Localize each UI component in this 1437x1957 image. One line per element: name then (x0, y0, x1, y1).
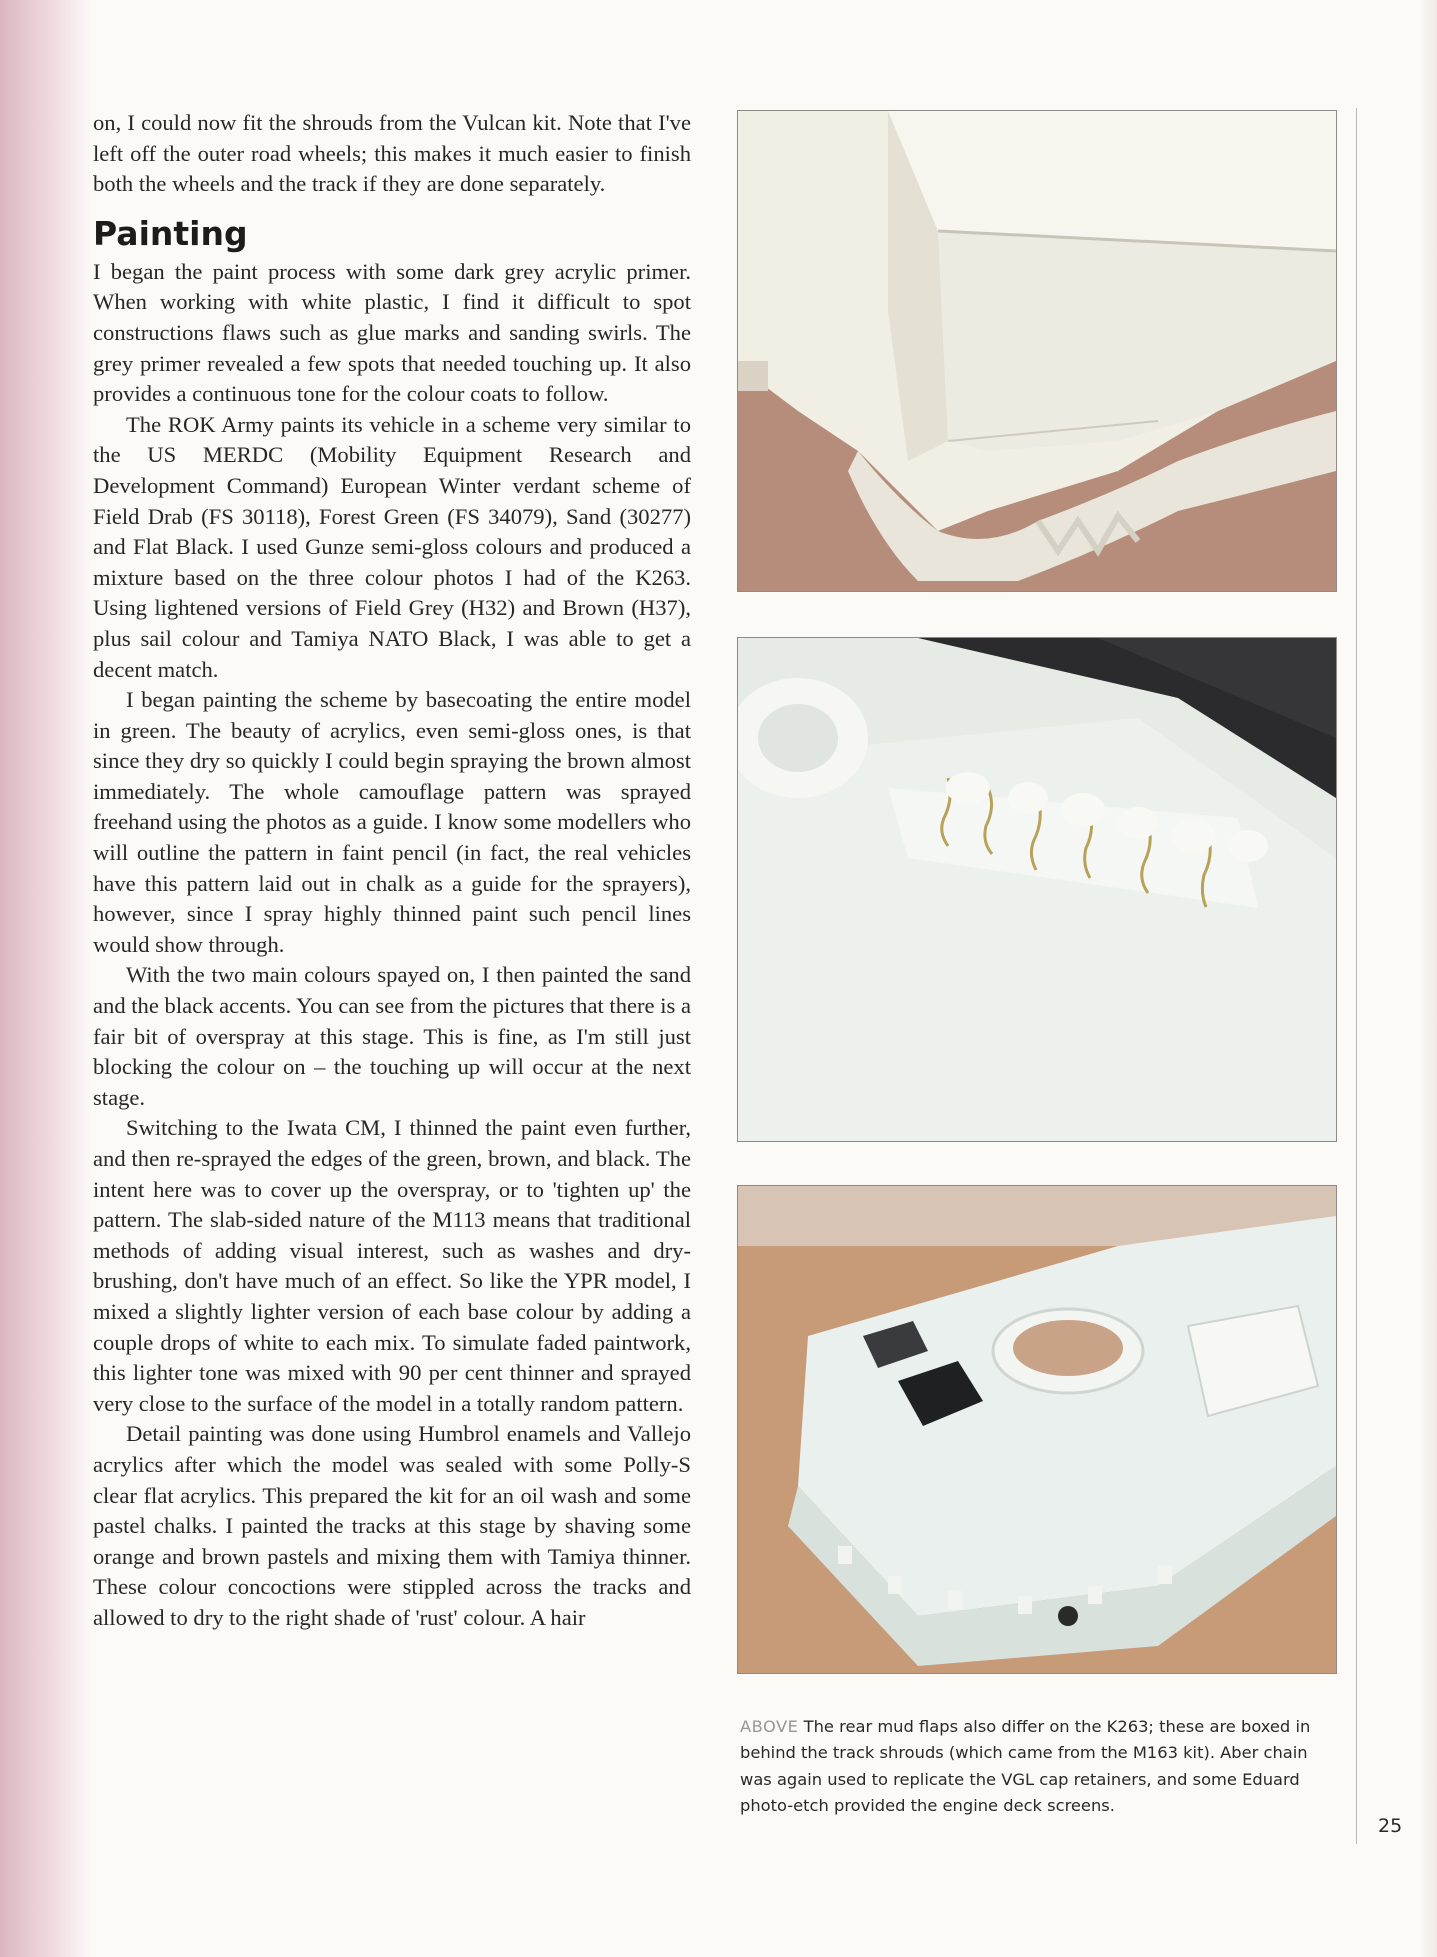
caption-text: The rear mud flaps also differ on the K263; these are boxed in behind the track shrouds (which came from the M163 kit). Aber chain was again used to replicate the VGL cap retainers, and some Eduard photo-etch provided the engine deck screens. (740, 1717, 1311, 1816)
body-paragraph: With the two main colours spayed on, I then painted the sand and the black accents. You can see from the pictures that there is a fair bit of overspray at this stage. This is fine, as I'm still just blocking the colour on – the touching up will occur at the next stage. (93, 962, 691, 1110)
page-gutter-shadow (0, 0, 92, 1957)
caption-lead: ABOVE (740, 1717, 799, 1736)
article-text-column (93, 108, 691, 1634)
section-heading: Painting (93, 213, 248, 253)
body-paragraph: I began the paint process with some dark grey acrylic primer. When working with white plastic, I find it difficult to spot constructions flaws such as glue marks and sanding swirls. The grey primer revealed a few spots that needed touching up. It also provides a continuous tone for the colour coats to follow. (93, 258, 691, 407)
intro-paragraph: on, I could now fit the shrouds from the Vulcan kit. Note that I've left off the outer road wheels; this makes it much easier to finish both the wheels and the track if they are done separately. (93, 110, 691, 197)
photo-hull-deck-screens (737, 1185, 1337, 1674)
body-paragraph: Switching to the Iwata CM, I thinned the paint even further, and then re-sprayed the edges of the green, brown, and black. The intent here was to cover up the overspray, or to 'tighten up' the pattern. The slab-sided nature of the M113 means that traditional methods of adding visual interest, such as washes and dry-brushing, don't have much of an effect. So like the YPR model, I mixed a slightly lighter version of each base colour by adding a couple drops of white to each mix. To simulate faded paintwork, this lighter tone was mixed with 90 per cent thinner and sprayed very close to the surface of the model in a totally random pattern. (93, 1115, 691, 1416)
photo-chain-detail (737, 637, 1337, 1142)
body-paragraph: I began painting the scheme by basecoating the entire model in green. The beauty of acrylics, even semi-gloss ones, is that since they dry so quickly I could begin spraying the brown almost immediately. The whole camouflage pattern was sprayed freehand using the photos as a guide. I know some modellers who will outline the pattern in faint pencil (in fact, the real vehicles have this pattern laid out in chalk as a guide for the sprayers), however, since I spray highly thinned paint such pencil lines would show through. (93, 687, 691, 957)
body-paragraph: Detail painting was done using Humbrol enamels and Vallejo acrylics after which the model was sealed with some Polly-S clear flat acrylics. This prepared the kit for an oil wash and some pastel chalks. I painted the tracks at this stage by shaving some orange and brown pastels and mixing them with Tamiya thinner. These colour concoctions were stippled across the tracks and allowed to dry to the right shade of 'rust' colour. A hair (93, 1421, 691, 1630)
column-divider (1356, 108, 1357, 1844)
page-number: 25 (1378, 1815, 1403, 1837)
photo-rear-mud-flaps (737, 110, 1337, 592)
body-paragraph: The ROK Army paints its vehicle in a scheme very similar to the US MERDC (Mobility Equipment Research and Development Command) European Winter verdant scheme of Field Drab (FS 30118), Forest Green (FS 34079), Sand (30277) and Flat Black. I used Gunze semi-gloss colours and produced a mixture based on the three colour photos I had of the K263. Using lightened versions of Field Grey (H32) and Brown (H37), plus sail colour and Tamiya NATO Black, I was able to get a decent match. (93, 411, 691, 682)
photo-caption (740, 1714, 1325, 1820)
page-edge (1419, 0, 1437, 1957)
